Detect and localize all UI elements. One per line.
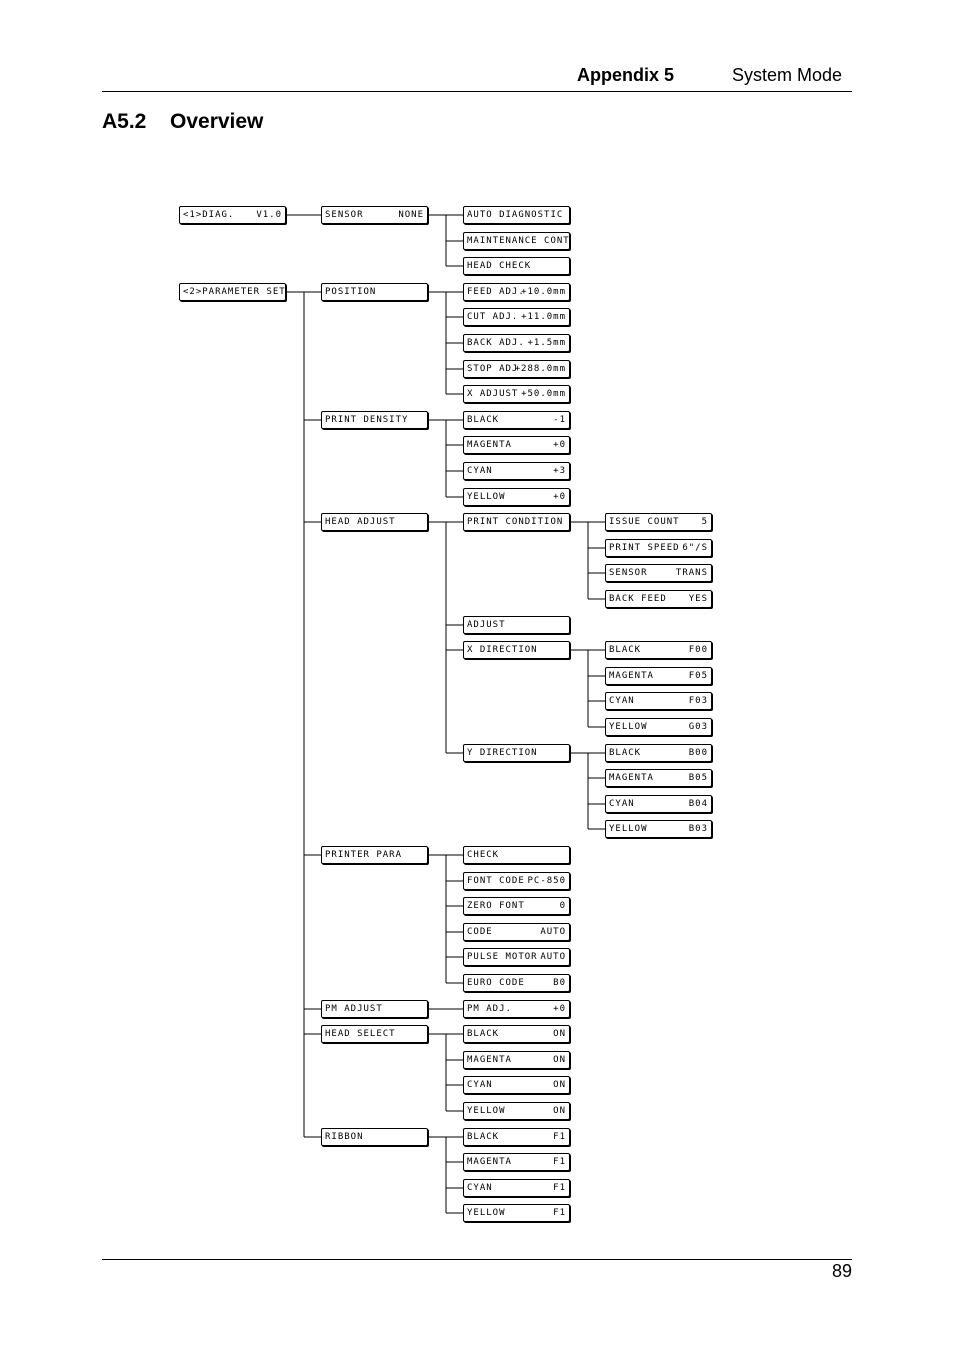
menu-item-label: BLACK — [609, 748, 642, 758]
menu-item-label: PRINT SPEED — [609, 543, 680, 553]
menu-item-value: V1.0 — [256, 210, 282, 220]
menu-item-cyan — [463, 1179, 570, 1197]
menu-item-label: <2>PARAMETER SET — [183, 287, 286, 297]
menu-item-black — [605, 641, 712, 659]
menu-item-pm-adjust — [321, 1000, 428, 1018]
menu-item-value: ON — [553, 1106, 566, 1116]
menu-item-magenta — [605, 769, 712, 787]
header-appendix: Appendix 5 — [577, 65, 675, 85]
menu-item-value: F1 — [553, 1183, 566, 1193]
menu-item-label: MAGENTA — [467, 440, 512, 450]
menu-item-value: AUTO — [540, 952, 566, 962]
menu-item-value: +0 — [553, 492, 566, 502]
menu-item-issue-count — [605, 513, 712, 531]
menu-item-label: YELLOW — [609, 722, 648, 732]
menu-item-ribbon — [321, 1128, 428, 1146]
menu-item-label: BACK FEED — [609, 594, 667, 604]
menu-item-value: +3 — [553, 466, 566, 476]
menu-item-label: <1>DIAG. — [183, 210, 235, 220]
menu-item-value: G03 — [688, 722, 708, 732]
menu-item-label: POSITION — [325, 287, 377, 297]
menu-item-cyan — [605, 692, 712, 710]
menu-item-head-adjust — [321, 513, 428, 531]
menu-item-check — [463, 846, 570, 864]
menu-item-back-feed — [605, 590, 712, 608]
menu-item-zero-font — [463, 897, 570, 915]
menu-item-label: BLACK — [467, 415, 500, 425]
menu-item-print-speed — [605, 539, 712, 557]
menu-item-adjust — [463, 616, 570, 634]
menu-item-label: EURO CODE — [467, 978, 525, 988]
menu-item-label: X ADJUST — [467, 389, 519, 399]
menu-item-value: +11.0mm — [521, 312, 566, 322]
menu-item-label: PRINTER PARA — [325, 850, 403, 860]
menu-item-x-direction — [463, 641, 570, 659]
menu-item-yellow — [605, 820, 712, 838]
menu-item-value: B04 — [688, 799, 708, 809]
menu-item-label: ADJUST — [467, 620, 506, 630]
menu-item-label: MAGENTA — [609, 773, 654, 783]
menu-item-label: ISSUE COUNT — [609, 517, 680, 527]
menu-item-yellow — [463, 488, 570, 506]
menu-item-value: F05 — [688, 671, 708, 681]
menu-item-pulse-motor — [463, 948, 570, 966]
menu-item-value: B00 — [688, 748, 708, 758]
menu-item-label: X DIRECTION — [467, 645, 538, 655]
menu-item-label: YELLOW — [609, 824, 648, 834]
menu-item-label: MAGENTA — [467, 1055, 512, 1065]
menu-item-magenta — [463, 1153, 570, 1171]
menu-item-value: F1 — [553, 1208, 566, 1218]
menu-item-value: F1 — [553, 1157, 566, 1167]
menu-item-label: YELLOW — [467, 1106, 506, 1116]
menu-item-code — [463, 923, 570, 941]
menu-item-label: Y DIRECTION — [467, 748, 538, 758]
menu-item-label: PULSE MOTOR — [467, 952, 538, 962]
menu-item-value: 5 — [701, 517, 708, 527]
menu-item-back-adj — [463, 334, 570, 352]
header-chapter: System Mode — [732, 65, 843, 85]
menu-item-label: MAGENTA — [609, 671, 654, 681]
menu-item-label: MAGENTA — [467, 1157, 512, 1167]
menu-item-cut-adj — [463, 308, 570, 326]
menu-item-black — [463, 1025, 570, 1043]
menu-item-value: F00 — [688, 645, 708, 655]
menu-item-auto-diagnostic — [463, 206, 570, 224]
menu-item-label: SENSOR — [325, 210, 364, 220]
menu-item-yellow — [463, 1204, 570, 1222]
menu-item-label: BLACK — [467, 1029, 500, 1039]
menu-item-position — [321, 283, 428, 301]
menu-item-value: +10.0mm — [521, 287, 566, 297]
menu-item-pm-adj — [463, 1000, 570, 1018]
menu-item-cyan — [605, 795, 712, 813]
menu-item-2-parameter-set — [179, 283, 286, 301]
menu-item-label: FEED ADJ. — [467, 287, 525, 297]
menu-item-x-adjust — [463, 385, 570, 403]
menu-item-black — [463, 411, 570, 429]
menu-item-value: +1.5mm — [527, 338, 566, 348]
menu-item-yellow — [463, 1102, 570, 1120]
menu-item-black — [463, 1128, 570, 1146]
menu-item-head-check — [463, 257, 570, 275]
menu-item-label: CYAN — [609, 799, 635, 809]
menu-item-print-condition — [463, 513, 570, 531]
menu-item-maintenance-cont — [463, 232, 570, 250]
menu-item-value: ON — [553, 1080, 566, 1090]
menu-item-value: YES — [688, 594, 708, 604]
menu-item-label: PRINT DENSITY — [325, 415, 409, 425]
menu-item-value: B03 — [688, 824, 708, 834]
menu-item-head-select — [321, 1025, 428, 1043]
menu-item-magenta — [463, 436, 570, 454]
section-number: A5.2 — [102, 110, 147, 133]
menu-item-value: B0 — [553, 978, 566, 988]
menu-item-label: PRINT CONDITION — [467, 517, 564, 527]
menu-item-euro-code — [463, 974, 570, 992]
menu-item-y-direction — [463, 744, 570, 762]
menu-item-magenta — [463, 1051, 570, 1069]
menu-item-label: FONT CODE — [467, 876, 525, 886]
menu-item-printer-para — [321, 846, 428, 864]
menu-item-magenta — [605, 667, 712, 685]
menu-item-value: 6"/S — [682, 543, 708, 553]
menu-item-label: CYAN — [467, 1080, 493, 1090]
menu-item-value: +288.0mm — [514, 364, 566, 374]
menu-item-value: +0 — [553, 1004, 566, 1014]
menu-item-label: PM ADJ. — [467, 1004, 512, 1014]
menu-item-label: YELLOW — [467, 492, 506, 502]
menu-item-value: F03 — [688, 696, 708, 706]
menu-item-label: ZERO FONT — [467, 901, 525, 911]
menu-item-label: CYAN — [467, 466, 493, 476]
menu-item-value: ON — [553, 1029, 566, 1039]
menu-item-label: AUTO DIAGNOSTIC — [467, 210, 564, 220]
menu-item-value: F1 — [553, 1132, 566, 1142]
menu-item-feed-adj — [463, 283, 570, 301]
footer-rule — [102, 1259, 852, 1260]
menu-item-value: TRANS — [675, 568, 708, 578]
menu-item-label: CHECK — [467, 850, 500, 860]
menu-item-label: BACK ADJ. — [467, 338, 525, 348]
menu-item-label: CUT ADJ. — [467, 312, 519, 322]
menu-item-label: PM ADJUST — [325, 1004, 383, 1014]
menu-item-yellow — [605, 718, 712, 736]
menu-item-value: B05 — [688, 773, 708, 783]
menu-item-value: 0 — [559, 901, 566, 911]
menu-item-value: +50.0mm — [521, 389, 566, 399]
menu-item-label: HEAD SELECT — [325, 1029, 396, 1039]
menu-item-font-code — [463, 872, 570, 890]
menu-item-value: PC-850 — [527, 876, 566, 886]
menu-item-1-diag — [179, 206, 286, 224]
menu-item-label: BLACK — [467, 1132, 500, 1142]
menu-item-label: CYAN — [467, 1183, 493, 1193]
menu-item-label: HEAD CHECK — [467, 261, 532, 271]
menu-item-value: NONE — [398, 210, 424, 220]
menu-item-cyan — [463, 1076, 570, 1094]
menu-item-label: MAINTENANCE CONT — [467, 236, 570, 246]
menu-item-label: STOP ADJ — [467, 364, 519, 374]
page-number: 89 — [831, 1261, 852, 1281]
menu-item-value: AUTO — [540, 927, 566, 937]
menu-item-value: -1 — [553, 415, 566, 425]
section-title: Overview — [170, 110, 264, 133]
menu-item-cyan — [463, 462, 570, 480]
menu-item-print-density — [321, 411, 428, 429]
menu-item-label: YELLOW — [467, 1208, 506, 1218]
menu-item-label: RIBBON — [325, 1132, 364, 1142]
menu-item-label: CODE — [467, 927, 493, 937]
menu-item-black — [605, 744, 712, 762]
menu-item-label: SENSOR — [609, 568, 648, 578]
menu-item-sensor — [605, 564, 712, 582]
menu-item-sensor — [321, 206, 428, 224]
menu-item-value: ON — [553, 1055, 566, 1065]
menu-item-label: HEAD ADJUST — [325, 517, 396, 527]
menu-item-label: BLACK — [609, 645, 642, 655]
menu-item-value: +0 — [553, 440, 566, 450]
menu-item-label: CYAN — [609, 696, 635, 706]
menu-item-stop-adj — [463, 360, 570, 378]
